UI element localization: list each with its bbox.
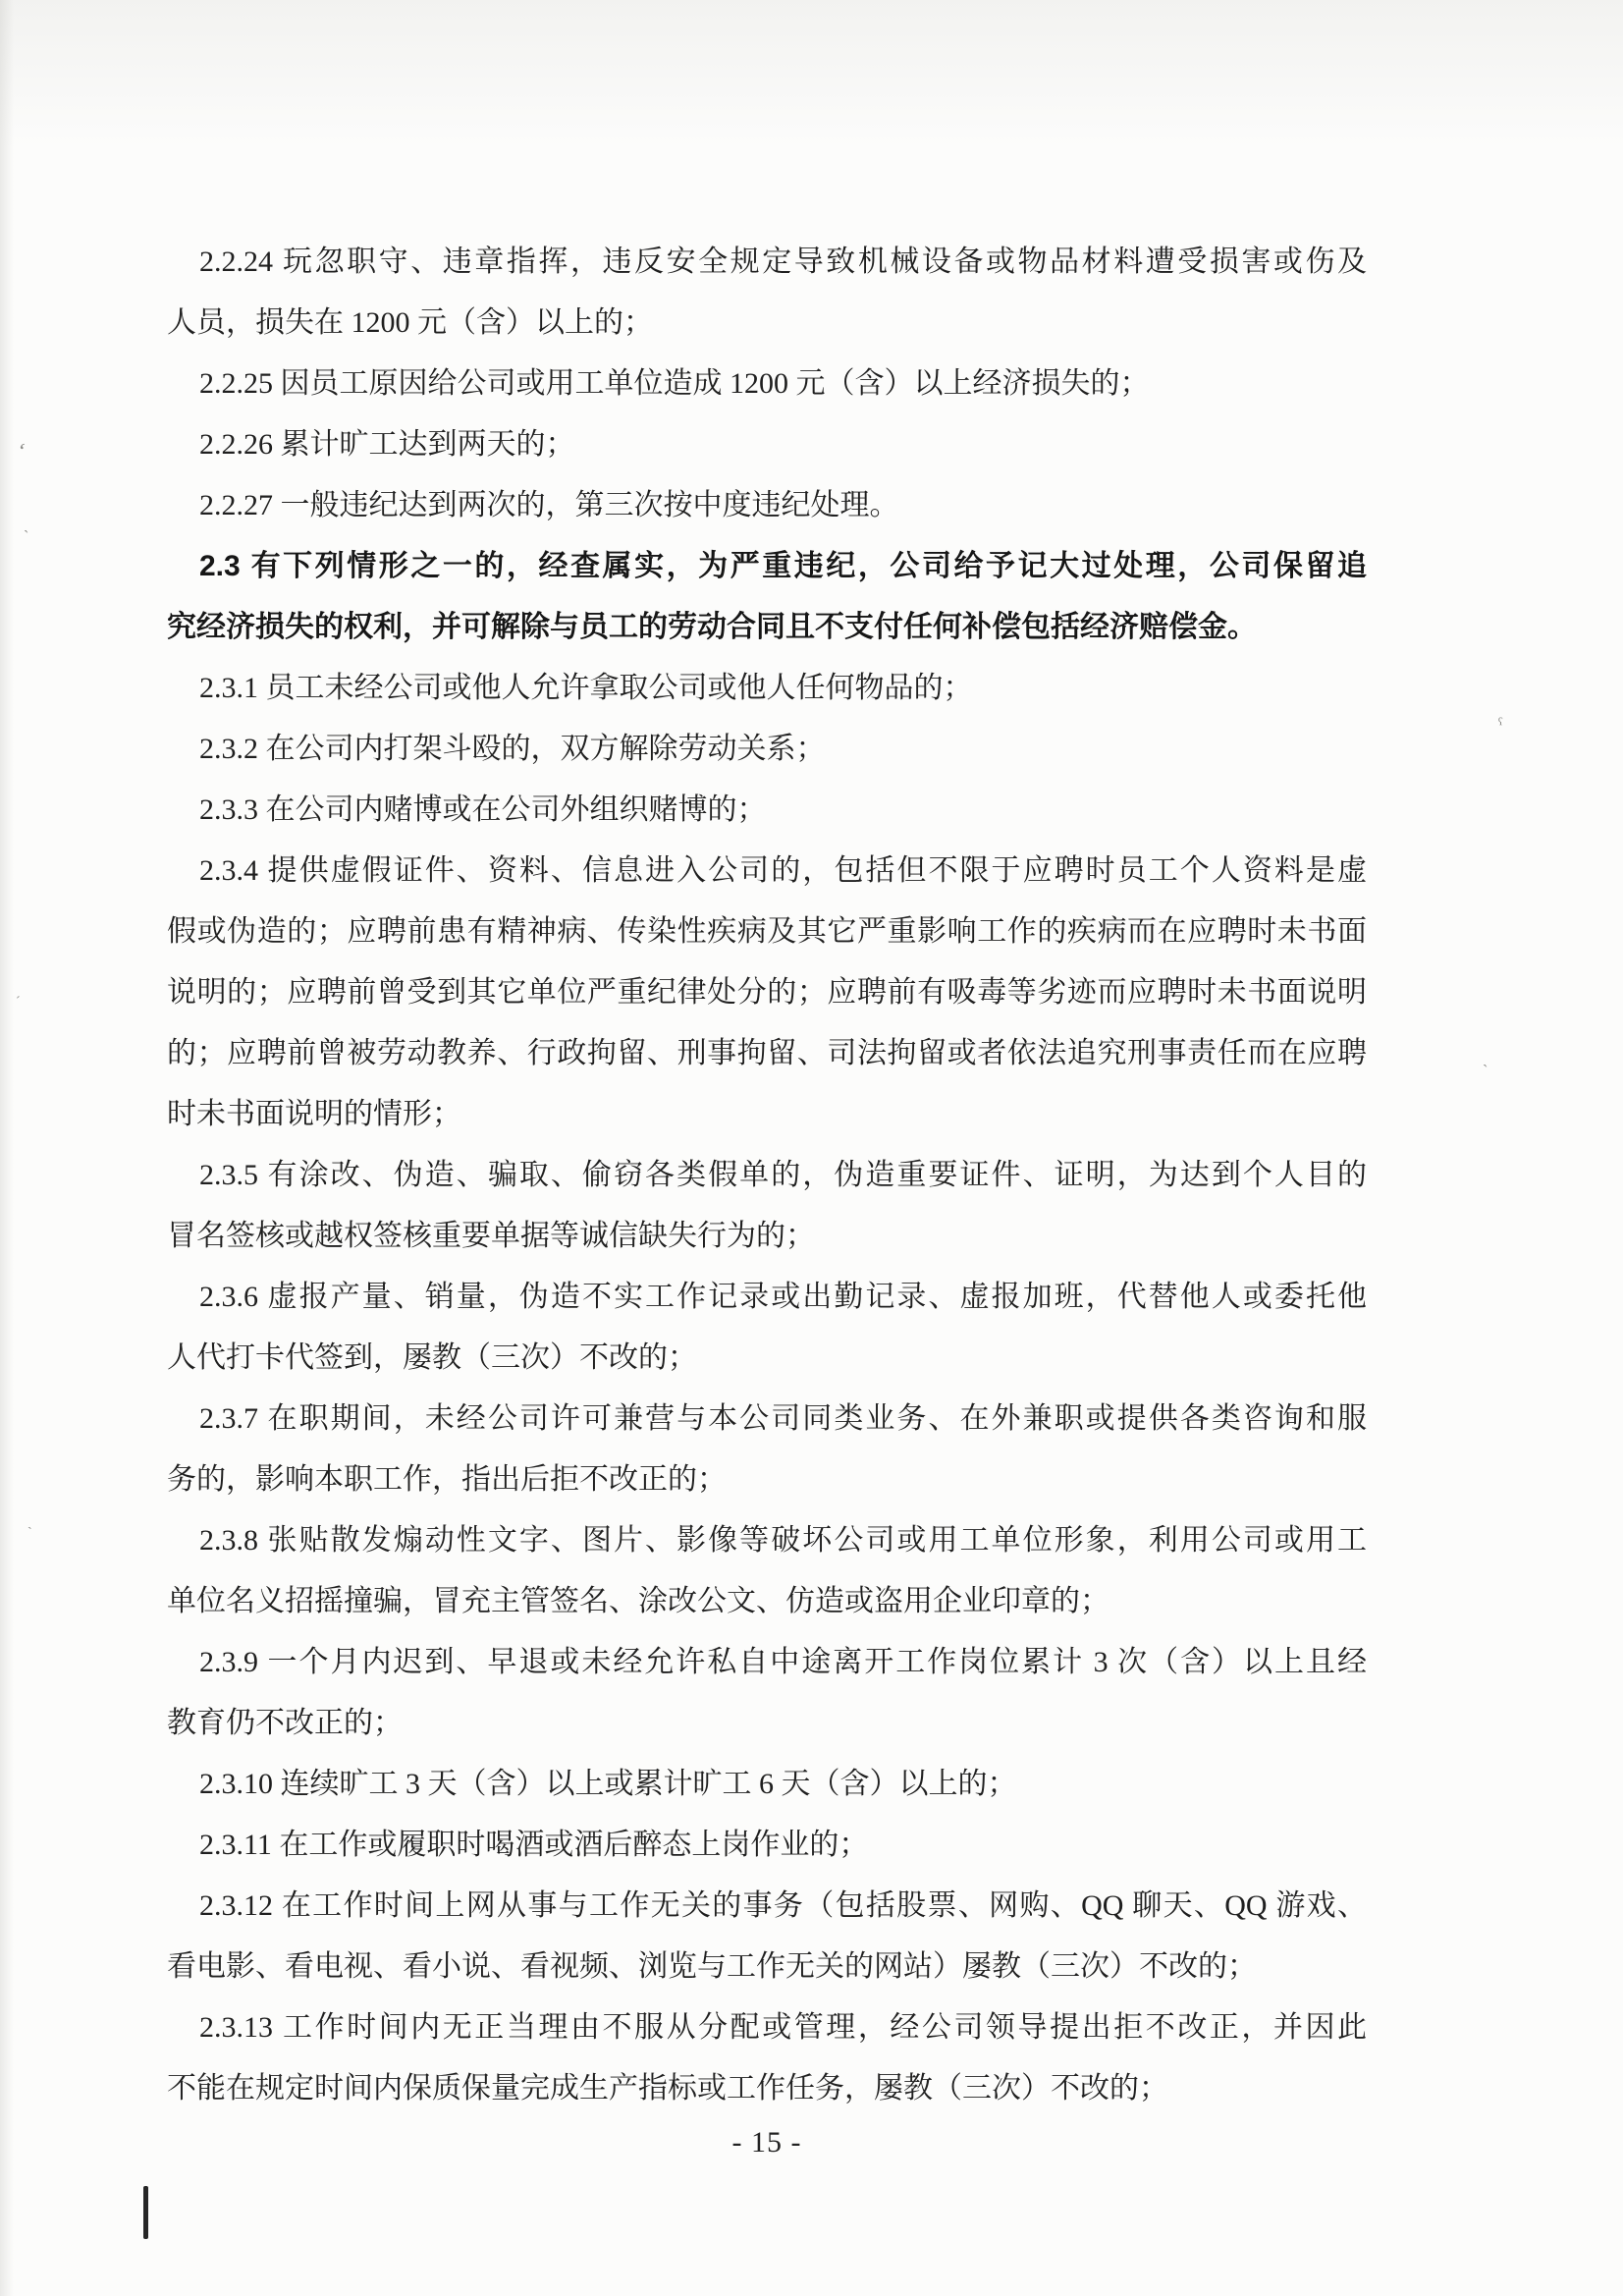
text-line: 时未书面说明的情形；	[167, 1098, 461, 1130]
text-line: 人代打卡代签到，屡教（三次）不改的；	[167, 1341, 697, 1374]
paragraph-2-3-2	[167, 719, 1367, 780]
paragraph-2-2-25	[167, 354, 1367, 414]
paragraph-2-3-7	[167, 1389, 1367, 1510]
paragraph-2-2-27	[167, 475, 1367, 536]
text-line: 2.3.13 工作时间内无正当理由不服从分配或管理，经公司领导提出拒不改正，并因此	[199, 2011, 1367, 2044]
paragraph-2-3-12	[167, 1876, 1367, 1997]
paragraph-2-3-13	[167, 1997, 1367, 2119]
text-line: 2.3.4 提供虚假证件、资料、信息进入公司的，包括但不限于应聘时员工个人资料是虚	[199, 854, 1367, 887]
scan-shading-left	[0, 0, 14, 2296]
text-line: 说明的；应聘前曾受到其它单位严重纪律处分的；应聘前有吸毒等劣迹而应聘时未书面说明	[167, 976, 1367, 1009]
paragraph-2-2-24	[167, 232, 1367, 354]
paragraph-2-3-1	[167, 658, 1367, 719]
text-line: 教育仍不改正的；	[167, 1707, 403, 1739]
text-line: 2.3.8 张贴散发煽动性文字、图片、影像等破坏公司或用工单位形象，利用公司或用工	[199, 1524, 1367, 1557]
paragraph-2-3	[167, 536, 1367, 658]
text-line: 2.3.2 在公司内打架斗殴的，双方解除劳动关系；	[199, 733, 826, 765]
scan-speck: ˎ	[27, 1515, 32, 1530]
paragraph-2-3-3	[167, 780, 1367, 841]
paragraph-2-3-9	[167, 1632, 1367, 1754]
text-line: 究经济损失的权利，并可解除与员工的劳动合同且不支付任何补偿包括经济赔偿金。	[167, 611, 1257, 643]
paragraph-2-2-26	[167, 414, 1367, 475]
paragraph-2-3-5	[167, 1145, 1367, 1267]
text-line: 冒名签核或越权签核重要单据等诚信缺失行为的；	[167, 1220, 815, 1252]
text-line: 2.3.9 一个月内迟到、早退或未经允许私自中途离开工作岗位累计 3 次（含）以上且经	[199, 1646, 1367, 1678]
text-line: 2.3.7 在职期间，未经公司许可兼营与本公司同类业务、在外兼职或提供各类咨询和服	[199, 1402, 1367, 1435]
text-line: 2.3 有下列情形之一的，经查属实，为严重违纪，公司给予记大过处理，公司保留追	[199, 550, 1367, 582]
text-line: 2.3.11 在工作或履职时喝酒或酒后醉态上岗作业的；	[199, 1829, 869, 1861]
scan-speck: ˁ	[1498, 714, 1503, 734]
scan-speck: ʻ	[15, 437, 27, 464]
text-line: 2.2.27 一般违纪达到两次的，第三次按中度违纪处理。	[199, 489, 899, 521]
scan-mark-bar	[143, 2186, 148, 2239]
text-line: 2.3.3 在公司内赌博或在公司外组织赌博的；	[199, 793, 767, 826]
text-line: 2.3.10 连续旷工 3 天（含）以上或累计旷工 6 天（含）以上的；	[199, 1768, 1017, 1800]
scan-speck: ˏ	[24, 517, 29, 533]
document-body	[167, 232, 1367, 2119]
paragraph-2-3-10	[167, 1754, 1367, 1815]
text-line: 人员，损失在 1200 元（含）以上的；	[167, 306, 653, 339]
scan-speck: ˎ	[1483, 1051, 1488, 1067]
paragraph-2-3-11	[167, 1815, 1367, 1876]
page-number: - 15 -	[731, 2126, 802, 2159]
text-line: 务的，影响本职工作，指出后拒不改正的；	[167, 1463, 727, 1496]
scan-shading-top	[0, 0, 1623, 147]
text-line: 不能在规定时间内保质保量完成生产指标或工作任务，屡教（三次）不改的；	[167, 2072, 1168, 2105]
text-line: 的；应聘前曾被劳动教养、行政拘留、刑事拘留、司法拘留或者依法追究刑事责任而在应聘	[167, 1037, 1367, 1069]
text-line: 看电影、看电视、看小说、看视频、浏览与工作无关的网站）屡教（三次）不改的；	[167, 1950, 1257, 1983]
text-line: 2.2.25 因员工原因给公司或用工单位造成 1200 元（含）以上经济损失的；	[199, 367, 1150, 400]
text-line: 假或伪造的；应聘前患有精神病、传染性疾病及其它严重影响工作的疾病而在应聘时未书面	[167, 915, 1367, 948]
text-line: 单位名义招摇撞骗，冒充主管签名、涂改公文、仿造或盗用企业印章的；	[167, 1585, 1109, 1617]
paragraph-2-3-8	[167, 1510, 1367, 1632]
text-line: 2.2.24 玩忽职守、违章指挥，违反安全规定导致机械设备或物品材料遭受损害或伤及	[199, 246, 1367, 278]
paragraph-2-3-4	[167, 841, 1367, 1145]
paragraph-2-3-6	[167, 1267, 1367, 1389]
text-line: 2.3.12 在工作时间上网从事与工作无关的事务（包括股票、网购、QQ 聊天、QQ 游戏、	[199, 1889, 1367, 1922]
text-line: 2.3.1 员工未经公司或他人允许拿取公司或他人任何物品的；	[199, 672, 973, 704]
scan-speck: ˊ	[16, 995, 21, 1010]
text-line: 2.3.5 有涂改、伪造、骗取、偷窃各类假单的，伪造重要证件、证明，为达到个人目的	[199, 1159, 1367, 1191]
text-line: 2.2.26 累计旷工达到两天的；	[199, 428, 575, 461]
text-line: 2.3.6 虚报产量、销量，伪造不实工作记录或出勤记录、虚报加班，代替他人或委托他	[199, 1281, 1367, 1313]
